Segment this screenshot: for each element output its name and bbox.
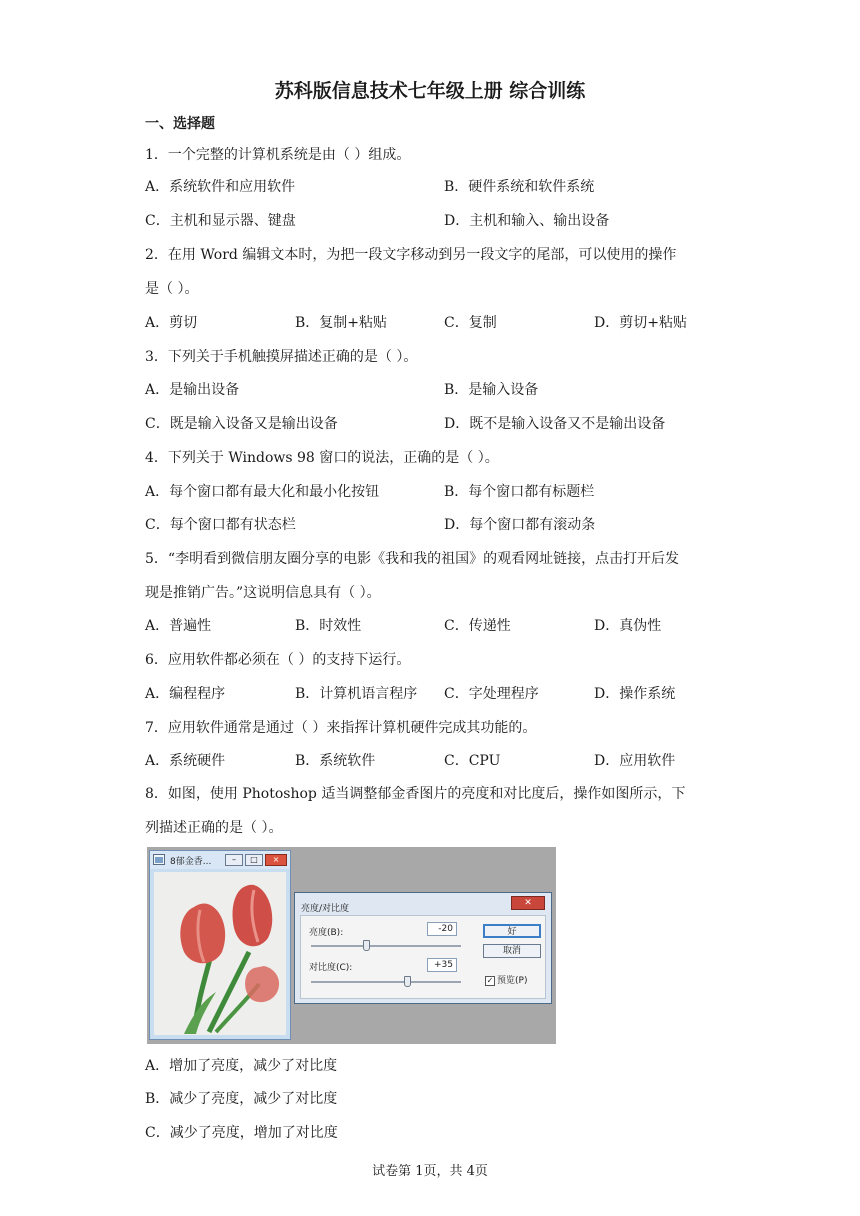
option-d: D．既不是输入设备又不是输出设备: [444, 416, 666, 432]
option-a: A．编程程序: [145, 686, 226, 702]
contrast-slider-thumb[interactable]: [404, 976, 411, 987]
question-text: 5．“李明看到微信朋友圈分享的电影《我和我的祖国》的观看网址链接，点击打开后发: [145, 551, 680, 567]
question-text: 3．下列关于手机触摸屏描述正确的是（ ）。: [145, 349, 418, 365]
brightness-slider-thumb[interactable]: [363, 940, 370, 951]
option-d: D．真伪性: [594, 618, 662, 634]
option-a: A．剪切: [145, 315, 198, 331]
preview-label: 预览(P): [497, 976, 528, 986]
brightness-slider-track: [311, 945, 461, 947]
option-b: B．是输入设备: [444, 382, 539, 398]
option-b: B．复制+粘贴: [295, 315, 388, 331]
option-b: B．时效性: [295, 618, 362, 634]
option-a: A．普遍性: [145, 618, 212, 634]
option-d: D．每个窗口都有滚动条: [444, 517, 596, 533]
tulip-photo: [154, 872, 286, 1035]
option-a: A．增加了亮度，减少了对比度: [145, 1058, 338, 1074]
option-c: C．每个窗口都有状态栏: [145, 517, 296, 533]
option-d: D．主机和输入、输出设备: [444, 213, 610, 229]
option-d: D．应用软件: [594, 753, 676, 769]
option-c: C．传递性: [444, 618, 511, 634]
question-text: 1．一个完整的计算机系统是由（ ）组成。: [145, 147, 411, 163]
option-b: B．计算机语言程序: [295, 686, 418, 702]
option-b: B．硬件系统和软件系统: [444, 179, 595, 195]
dialog-close-button[interactable]: ✕: [511, 896, 545, 910]
brightness-input[interactable]: -20: [427, 922, 457, 936]
option-c: C．CPU: [444, 753, 501, 769]
question-text: 2．在用 Word 编辑文本时，为把一段文字移动到另一段文字的尾部，可以使用的操作: [145, 247, 677, 263]
contrast-slider-track: [311, 981, 461, 983]
question-text: 8．如图，使用 Photoshop 适当调整郁金香图片的亮度和对比度后，操作如图所示，下: [145, 786, 686, 802]
maximize-button[interactable]: □: [245, 854, 263, 866]
preview-checkbox[interactable]: [485, 973, 527, 986]
image-window: [149, 850, 291, 1040]
photoshop-screenshot-figure: [147, 847, 556, 1044]
option-a: A．是输出设备: [145, 382, 240, 398]
option-a: A．系统软件和应用软件: [145, 179, 296, 195]
question-text: 6．应用软件都必须在（ ）的支持下运行。: [145, 652, 411, 668]
tulip-image: [154, 872, 286, 1035]
page-title: 苏科版信息技术七年级上册 综合训练: [274, 80, 586, 102]
option-d: D．操作系统: [594, 686, 676, 702]
cancel-button[interactable]: 取消: [483, 944, 541, 958]
question-text: 现是推销广告。”这说明信息具有（ ）。: [145, 585, 381, 601]
option-c: C．减少了亮度，增加了对比度: [145, 1125, 338, 1141]
checkmark-icon: ✓: [486, 975, 494, 985]
contrast-label: 对比度(C):: [309, 963, 353, 973]
photoshop-document-icon: [153, 854, 165, 865]
option-a: A．每个窗口都有最大化和最小化按钮: [145, 484, 380, 500]
option-b: B．减少了亮度，减少了对比度: [145, 1091, 338, 1107]
option-d: D．剪切+粘贴: [594, 315, 687, 331]
question-text: 列描述正确的是（ ）。: [145, 820, 283, 836]
minimize-button[interactable]: –: [225, 854, 243, 866]
image-window-title: 8郁金香...: [170, 857, 212, 867]
question-text: 7．应用软件通常是通过（ ）来指挥计算机硬件完成其功能的。: [145, 720, 537, 736]
option-b: B．系统软件: [295, 753, 376, 769]
ok-button[interactable]: 好: [483, 924, 541, 938]
dialog-title: 亮度/对比度: [301, 904, 350, 914]
close-button[interactable]: ×: [265, 854, 287, 866]
brightness-contrast-dialog: [294, 892, 552, 1004]
page-footer: 试卷第 1页，共 4页: [372, 1164, 488, 1179]
question-text: 4．下列关于 Windows 98 窗口的说法，正确的是（ ）。: [145, 450, 499, 466]
option-c: C．既是输入设备又是输出设备: [145, 416, 338, 432]
question-text: 是（ ）。: [145, 281, 199, 297]
option-c: C．主机和显示器、键盘: [145, 213, 296, 229]
dialog-body: [300, 915, 546, 999]
image-window-titlebar: [150, 851, 290, 869]
option-c: C．字处理程序: [444, 686, 539, 702]
option-c: C．复制: [444, 315, 497, 331]
contrast-input[interactable]: +35: [427, 958, 457, 972]
section-heading: 一、选择题: [145, 116, 215, 132]
brightness-label: 亮度(B):: [309, 928, 344, 938]
option-b: B．每个窗口都有标题栏: [444, 484, 595, 500]
option-a: A．系统硬件: [145, 753, 226, 769]
